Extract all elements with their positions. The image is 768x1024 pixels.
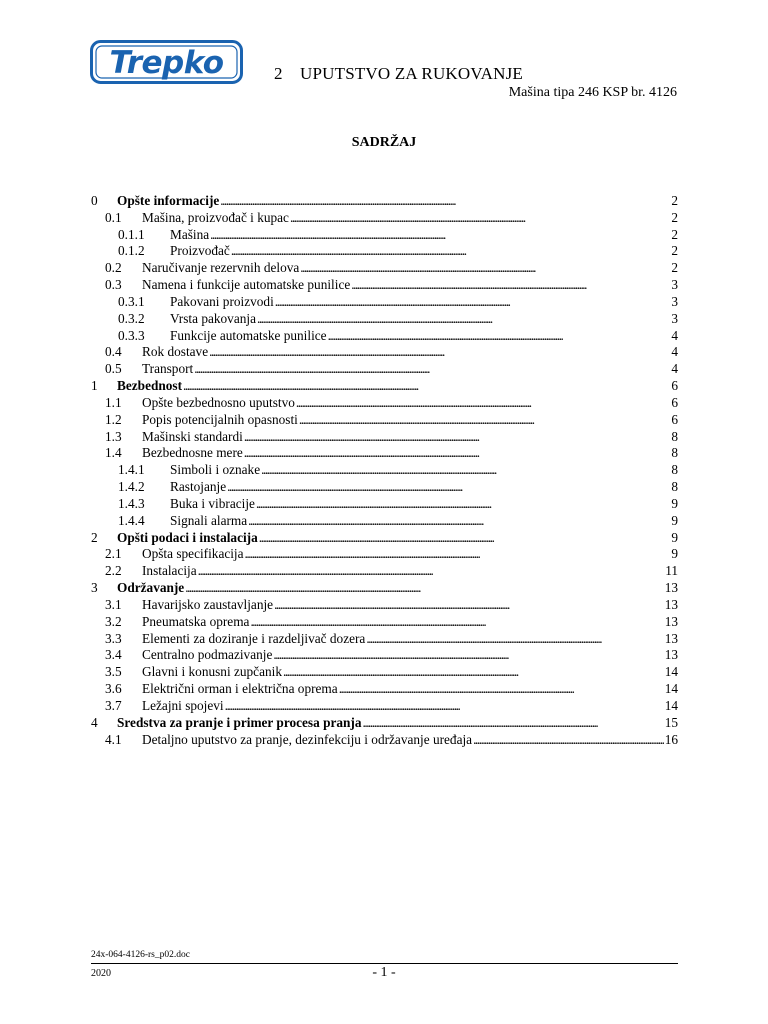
toc-entry-title: Rastojanje: [170, 479, 227, 495]
chapter-title: [274, 64, 523, 84]
toc-entry[interactable]: [91, 631, 678, 648]
toc-entry-number: 0: [91, 193, 98, 208]
toc-entry-number: 0.1.2: [118, 243, 145, 259]
toc-leader-dots: [328, 328, 671, 345]
toc-entry[interactable]: [91, 429, 678, 446]
toc-entry[interactable]: [91, 412, 678, 429]
toc-leader-dots: [290, 210, 670, 227]
toc-entry-title: Elementi za doziranje i razdeljivač dozera: [142, 630, 366, 646]
toc-entry[interactable]: [91, 681, 678, 698]
toc-entry-page: 14: [664, 664, 678, 680]
toc-entry-title: Proizvođač: [170, 243, 230, 259]
toc-entry-page: 2: [671, 226, 678, 242]
toc-entry[interactable]: [91, 614, 678, 631]
toc-entry-page: 8: [671, 462, 678, 478]
toc-entry-title: Mašina, proizvođač i kupac: [142, 209, 289, 225]
toc-leader-dots: [275, 294, 671, 311]
toc-leader-dots: [261, 462, 670, 479]
footer-divider: [91, 963, 678, 964]
toc-entry-number: 1: [91, 378, 98, 394]
toc-entry-page: 3: [671, 293, 678, 309]
toc-entry-number: 3.3: [105, 630, 122, 646]
toc-entry-number: 1.3: [105, 428, 122, 444]
toc-entry-number: 2.2: [105, 563, 122, 579]
logo-wordmark: Trepko: [109, 45, 224, 81]
toc-entry[interactable]: [91, 243, 678, 260]
toc-leader-dots: [220, 193, 670, 210]
toc-entry[interactable]: [91, 546, 678, 563]
toc-entry-title: Namena i funkcije automatske punilice: [142, 277, 351, 293]
toc-entry-number: 1.4.4: [118, 512, 145, 528]
toc-entry-number: 3.1: [105, 596, 122, 612]
toc-leader-dots: [339, 681, 664, 698]
footer-filename: 24x-064-4126-rs_p02.doc: [91, 950, 190, 960]
toc-entry[interactable]: [91, 445, 678, 462]
toc-entry-title: Sredstva za pranje i primer procesa pranja: [117, 714, 362, 730]
toc-entry-page: 8: [671, 428, 678, 444]
toc-entry-page: 2: [671, 209, 678, 225]
toc-entry-number: 3.4: [105, 647, 122, 663]
toc-leader-dots: [198, 563, 665, 580]
toc-leader-dots: [299, 412, 670, 429]
toc-entry-page: 9: [671, 546, 678, 562]
toc-entry[interactable]: [91, 580, 678, 597]
toc-entry-number: 3.2: [105, 613, 122, 629]
toc-entry-title: Simboli i oznake: [170, 462, 261, 478]
toc-leader-dots: [256, 496, 670, 513]
toc-entry-number: 3.5: [105, 664, 122, 680]
toc-entry-title: Havarijsko zaustavljanje: [142, 596, 274, 612]
toc-entry-page: 15: [664, 714, 678, 730]
toc-entry-page: 11: [665, 563, 678, 579]
toc-entry-title: Transport: [142, 361, 194, 377]
toc-entry-number: 1.4.3: [118, 495, 145, 511]
toc-entry-title: Mašinski standardi: [142, 428, 243, 444]
toc-entry-page: 3: [671, 310, 678, 326]
toc-leader-dots: [363, 715, 664, 732]
machine-subtitle: Mašina tipa 246 KSP br. 4126: [508, 85, 677, 100]
toc-entry[interactable]: [91, 597, 678, 614]
toc-entry-number: 0.2: [105, 260, 122, 276]
toc-entry-title: Ležajni spojevi: [142, 697, 224, 713]
toc-entry[interactable]: [91, 227, 678, 244]
toc-entry-page: 9: [671, 529, 678, 545]
toc-entry-title: Opšte informacije: [117, 193, 220, 208]
toc-entry[interactable]: [91, 378, 678, 395]
footer-year: 2020: [91, 968, 111, 979]
table-of-contents: [91, 193, 678, 748]
toc-leader-dots: [283, 664, 664, 681]
toc-entry-title: Signali alarma: [170, 512, 248, 528]
toc-entry-page: 13: [664, 580, 678, 596]
toc-entry[interactable]: [91, 513, 678, 530]
toc-entry-title: Opšte bezbednosno uputstvo: [142, 394, 295, 410]
toc-entry-page: 6: [671, 378, 678, 394]
toc-entry[interactable]: [91, 328, 678, 345]
toc-leader-dots: [366, 631, 663, 648]
toc-entry-title: Popis potencijalnih opasnosti: [142, 411, 298, 427]
toc-entry-number: 1.4: [105, 445, 122, 461]
toc-leader-dots: [194, 361, 670, 378]
toc-entry-number: 0.3.2: [118, 310, 145, 326]
toc-leader-dots: [274, 597, 664, 614]
toc-entry-title: Buka i vibracije: [170, 495, 255, 511]
toc-entry-title: Instalacija: [142, 563, 197, 579]
chapter-title-text: UPUTSTVO ZA RUKOVANJE: [300, 64, 524, 83]
toc-entry-title: Električni orman i električna oprema: [142, 681, 338, 697]
toc-leader-dots: [244, 445, 671, 462]
toc-entry[interactable]: [91, 210, 678, 227]
toc-entry-title: Mašina: [170, 226, 210, 242]
toc-entry-number: 3: [91, 580, 98, 596]
toc-entry-number: 0.3.1: [118, 293, 145, 309]
toc-entry-number: 0.3: [105, 277, 122, 293]
toc-leader-dots: [250, 614, 663, 631]
toc-entry-page: 13: [664, 613, 678, 629]
toc-entry-title: Održavanje: [117, 580, 185, 596]
toc-leader-dots: [231, 243, 671, 260]
toc-entry-page: 14: [664, 681, 678, 697]
toc-leader-dots: [244, 429, 671, 446]
toc-entry-number: 1.4.1: [118, 462, 145, 478]
toc-entry-number: 2: [91, 529, 98, 545]
toc-entry-page: 3: [671, 277, 678, 293]
toc-entry[interactable]: [91, 395, 678, 412]
toc-entry-title: Bezbednost: [117, 378, 183, 394]
toc-entry-number: 0.4: [105, 344, 122, 360]
toc-entry[interactable]: [91, 530, 678, 547]
page-number: - 1 -: [372, 965, 396, 980]
toc-entry-number: 2.1: [105, 546, 122, 562]
toc-entry-page: 8: [671, 479, 678, 495]
toc-entry-page: 4: [671, 327, 678, 343]
toc-leader-dots: [351, 277, 670, 294]
toc-entry[interactable]: [91, 647, 678, 664]
toc-leader-dots: [273, 647, 663, 664]
toc-entry-title: Opšti podaci i instalacija: [117, 529, 258, 545]
toc-leader-dots: [225, 698, 664, 715]
toc-entry[interactable]: [91, 732, 678, 749]
toc-leader-dots: [248, 513, 670, 530]
toc-entry-number: 1.4.2: [118, 479, 145, 495]
toc-leader-dots: [296, 395, 670, 412]
toc-entry-page: 14: [664, 697, 678, 713]
toc-entry[interactable]: [91, 664, 678, 681]
toc-entry-number: 3.6: [105, 681, 122, 697]
toc-entry-number: 0.3.3: [118, 327, 145, 343]
toc-entry-title: Bezbednosne mere: [142, 445, 243, 461]
toc-entry-page: 13: [664, 630, 678, 646]
toc-heading: SADRŽAJ: [351, 135, 417, 150]
toc-entry-page: 13: [664, 647, 678, 663]
toc-entry[interactable]: [91, 496, 678, 513]
toc-entry-title: Pakovani proizvodi: [170, 293, 274, 309]
toc-entry[interactable]: [91, 193, 678, 210]
toc-leader-dots: [259, 530, 671, 547]
toc-entry-number: 4: [91, 714, 98, 730]
toc-entry[interactable]: [91, 260, 678, 277]
toc-entry-number: 0.5: [105, 361, 122, 377]
toc-entry[interactable]: [91, 715, 678, 732]
toc-leader-dots: [227, 479, 670, 496]
toc-entry[interactable]: [91, 698, 678, 715]
toc-entry-number: 3.7: [105, 697, 122, 713]
toc-leader-dots: [185, 580, 663, 597]
toc-entry-page: 9: [671, 495, 678, 511]
toc-entry-title: Glavni i konusni zupčanik: [142, 664, 282, 680]
toc-entry-page: 4: [671, 344, 678, 360]
toc-entry-page: 16: [664, 731, 678, 747]
toc-entry-page: 6: [671, 394, 678, 410]
toc-entry-number: 1.2: [105, 411, 122, 427]
toc-entry-page: 9: [671, 512, 678, 528]
toc-entry-number: 4.1: [105, 731, 122, 747]
toc-entry[interactable]: [91, 294, 678, 311]
toc-entry-page: 4: [671, 361, 678, 377]
toc-entry-title: Detaljno uputstvo za pranje, dezinfekciju i održavanje uređaja: [142, 731, 473, 747]
toc-entry-title: Naručivanje rezervnih delova: [142, 260, 300, 276]
toc-entry[interactable]: [91, 361, 678, 378]
toc-entry[interactable]: [91, 344, 678, 361]
toc-entry-page: 2: [671, 243, 678, 259]
toc-leader-dots: [183, 378, 670, 395]
toc-entry-number: 0.1: [105, 209, 122, 225]
toc-entry-page: 13: [664, 596, 678, 612]
toc-entry-title: Rok dostave: [142, 344, 209, 360]
trepko-logo: [90, 40, 243, 84]
toc-leader-dots: [473, 732, 664, 749]
toc-entry-title: Vrsta pakovanja: [170, 310, 256, 326]
toc-leader-dots: [209, 344, 670, 361]
toc-entry-page: 6: [671, 411, 678, 427]
toc-entry-title: Funkcije automatske punilice: [170, 327, 327, 343]
toc-leader-dots: [210, 227, 670, 244]
toc-leader-dots: [245, 546, 671, 563]
toc-leader-dots: [257, 311, 670, 328]
toc-entry[interactable]: [91, 462, 678, 479]
toc-entry-page: 2: [671, 260, 678, 276]
toc-entry-page: 2: [671, 193, 678, 208]
toc-entry[interactable]: [91, 563, 678, 580]
toc-entry-number: 0.1.1: [118, 226, 145, 242]
toc-entry[interactable]: [91, 277, 678, 294]
toc-entry[interactable]: [91, 311, 678, 328]
toc-leader-dots: [300, 260, 670, 277]
toc-entry[interactable]: [91, 479, 678, 496]
chapter-number: 2: [274, 64, 283, 83]
toc-entry-title: Opšta specifikacija: [142, 546, 244, 562]
toc-entry-title: Centralno podmazivanje: [142, 647, 273, 663]
toc-entry-title: Pneumatska oprema: [142, 613, 250, 629]
toc-entry-number: 1.1: [105, 394, 122, 410]
toc-entry-page: 8: [671, 445, 678, 461]
